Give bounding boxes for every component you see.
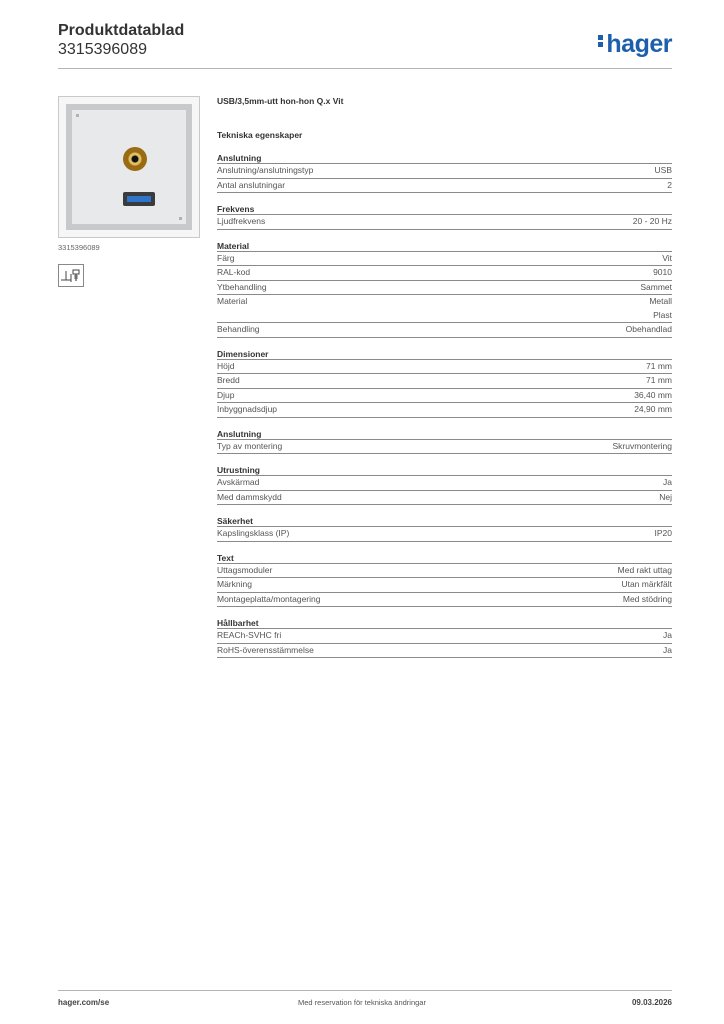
spec-label: Antal anslutningar (217, 179, 286, 190)
image-caption: 3315396089 (58, 243, 100, 252)
spec-value (662, 252, 672, 266)
spec-value-line: Obehandlad (625, 324, 672, 334)
spec-label: Färg (217, 252, 235, 263)
spec-row (217, 164, 672, 179)
spec-label: Material (217, 296, 248, 306)
spec-value-line: Ja (663, 630, 672, 640)
footer-website: hager.com/se (58, 998, 110, 1007)
spec-value (633, 215, 672, 229)
spec-value-line: IP20 (654, 528, 672, 538)
spec-section (217, 428, 672, 455)
spec-label: Inbyggnadsdjup (217, 404, 278, 414)
spec-label: Ytbehandling (217, 281, 267, 292)
spec-row (217, 527, 672, 542)
spec-row (217, 215, 672, 230)
spec-section (217, 552, 672, 608)
spec-row (217, 564, 672, 579)
spec-label: Montageplatta/montagering (217, 593, 321, 604)
spec-value (659, 491, 672, 505)
usb-port-icon (123, 192, 155, 206)
spec-label: Höjd (217, 360, 235, 371)
spec-label: Typ av montering (217, 440, 283, 451)
spec-section (217, 617, 672, 658)
spec-value-line: Sammet (640, 281, 672, 292)
spec-value-line: Med rakt uttag (617, 564, 672, 575)
spec-value (618, 564, 672, 578)
audio-jack-icon (123, 147, 147, 171)
spec-value-line: Ja (663, 477, 672, 487)
spec-row (217, 295, 672, 323)
spec-label: Med dammskydd (217, 491, 282, 502)
spec-value (646, 360, 672, 374)
spec-value-line: Plast (653, 309, 672, 320)
spec-value (667, 179, 672, 193)
spec-section (217, 464, 672, 505)
hager-logo (598, 30, 672, 59)
spec-row (217, 644, 672, 659)
spec-label: Kapslingsklass (IP) (217, 528, 290, 538)
spec-value (663, 644, 672, 658)
spec-value (653, 266, 672, 280)
spec-row (217, 252, 672, 267)
spec-row (217, 440, 672, 455)
spec-row (217, 629, 672, 644)
spec-value-line: 71 mm (646, 360, 672, 371)
spec-value-line: Skruvmontering (612, 440, 672, 451)
spec-value-line: 36,40 mm (634, 389, 672, 400)
spec-section (217, 515, 672, 542)
section-title: Dimensioner (217, 348, 672, 360)
spec-row (217, 374, 672, 389)
spec-value-line: 2 (667, 179, 672, 190)
logo-text: hager (606, 30, 672, 58)
spec-value (621, 578, 672, 592)
spec-sections (217, 152, 672, 658)
cover-frame (66, 104, 192, 230)
footer-divider (58, 990, 672, 991)
section-title: Anslutning (217, 428, 672, 440)
cover-plate (72, 110, 186, 224)
spec-value-line: Nej (659, 491, 672, 502)
section-title: Material (217, 240, 672, 252)
section-title: Frekvens (217, 203, 672, 215)
spec-section (217, 203, 672, 230)
spec-section (217, 152, 672, 193)
logo-colon-icon (598, 33, 604, 49)
document-number: 3315396089 (58, 41, 147, 58)
spec-value (663, 476, 672, 490)
specs-heading: Tekniska egenskaper (217, 130, 303, 140)
product-image (58, 96, 200, 238)
section-title: Utrustning (217, 464, 672, 476)
section-title: Säkerhet (217, 515, 672, 527)
spec-label: Djup (217, 389, 235, 400)
spec-label: RoHS-överensstämmelse (217, 644, 314, 655)
screw-mounting-icon (58, 264, 84, 287)
spec-label: RAL-kod (217, 267, 251, 277)
spec-value-line: 20 - 20 Hz (632, 216, 672, 226)
spec-row (217, 476, 672, 491)
spec-value (640, 281, 672, 295)
spec-value (626, 323, 672, 337)
spec-value (634, 389, 672, 403)
spec-section (217, 348, 672, 418)
spec-row (217, 403, 672, 418)
spec-row (217, 578, 672, 593)
spec-value-line: Metall (649, 296, 672, 306)
spec-value-line: 71 mm (646, 375, 672, 385)
spec-value-line: USB (654, 165, 672, 175)
spec-label: Anslutning/anslutningstyp (217, 165, 314, 175)
spec-row (217, 389, 672, 404)
spec-value-line: Med stödring (622, 593, 672, 604)
section-title: Text (217, 552, 672, 564)
section-title: Hållbarhet (217, 617, 672, 629)
spec-row (217, 281, 672, 296)
spec-section (217, 240, 672, 338)
spec-value-line: Vit (662, 252, 672, 263)
spec-value (663, 629, 672, 643)
header-divider (58, 68, 672, 69)
spec-value (655, 164, 672, 178)
spec-label: Uttagsmoduler (217, 564, 273, 575)
spec-row (217, 491, 672, 506)
section-title: Anslutning (217, 152, 672, 164)
spec-value (646, 374, 672, 388)
product-name: USB/3,5mm-utt hon-hon Q.x Vit (217, 96, 344, 106)
spec-label: Ljudfrekvens (217, 216, 266, 226)
spec-label: REACh-SVHC fri (217, 630, 282, 640)
spec-row (217, 179, 672, 194)
spec-value (612, 440, 672, 454)
spec-value-line: Ja (663, 644, 672, 655)
spec-row (217, 360, 672, 375)
spec-value-line: 24,90 mm (634, 404, 672, 414)
corner-mark (76, 114, 79, 117)
document-title: Produktdatablad (58, 22, 185, 39)
spec-value (634, 403, 672, 417)
spec-value (655, 527, 673, 541)
page-header (58, 22, 672, 68)
corner-mark (179, 217, 182, 220)
spec-row (217, 323, 672, 338)
footer-disclaimer: Med reservation för tekniska ändringar (298, 998, 426, 1007)
spec-value (649, 295, 672, 322)
spec-label: Avskärmad (217, 477, 260, 487)
spec-value (623, 593, 672, 607)
spec-label: Märkning (217, 579, 252, 589)
footer-date: 09.03.2026 (631, 998, 672, 1007)
spec-row (217, 593, 672, 608)
spec-content (217, 96, 672, 658)
spec-label: Bredd (217, 375, 240, 385)
spec-label: Behandling (217, 324, 260, 334)
spec-value-line: Utan märkfält (621, 579, 672, 589)
spec-value-line: 9010 (653, 267, 672, 277)
spec-row (217, 266, 672, 281)
